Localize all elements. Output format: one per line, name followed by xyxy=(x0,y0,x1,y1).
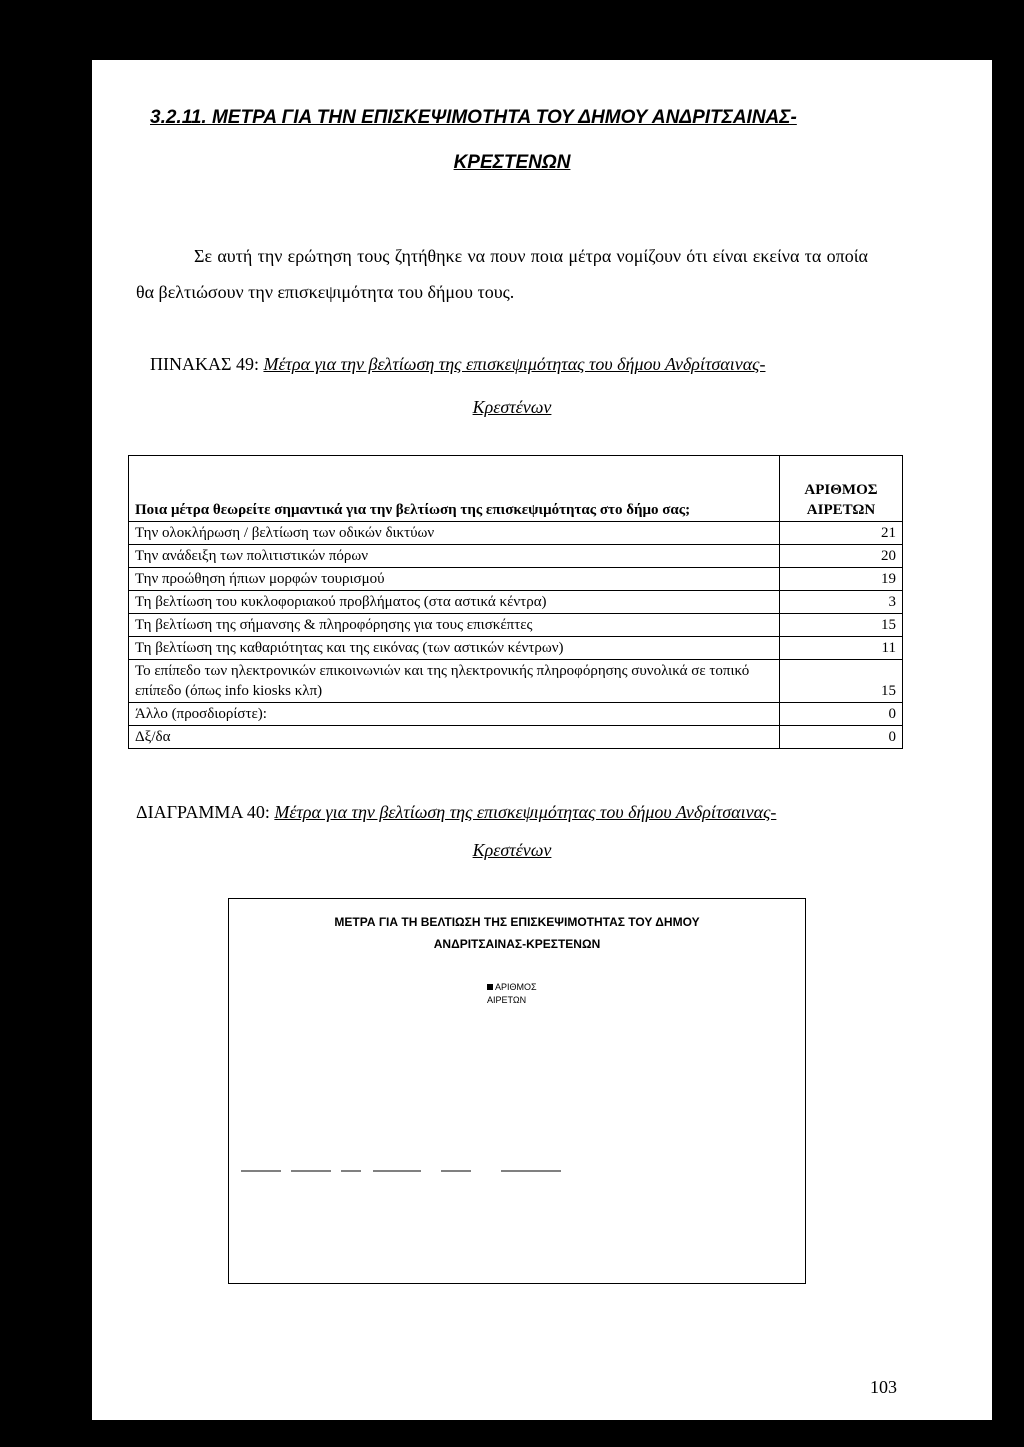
intro-paragraph: Σε αυτή την ερώτηση τους ζητήθηκε να πουν ποια μέτρα νομίζουν ότι είναι εκείνα τα οποία θα βελτιώσουν την επισκεψιμότητα του δήμου τους. xyxy=(136,246,868,302)
table-row xyxy=(129,703,903,726)
table-row xyxy=(129,660,903,703)
section-heading-continued: ΚΡΕΣΤΕΝΩΝ xyxy=(453,152,571,173)
row-value: 0 xyxy=(780,726,903,749)
table-caption-title-cont: Κρεστένων xyxy=(472,397,552,417)
row-value: 20 xyxy=(780,545,903,568)
table-row xyxy=(129,726,903,749)
table-caption-label: ΠΙΝΑΚΑΣ 49: xyxy=(150,354,264,374)
table-row xyxy=(129,522,903,545)
measures-table xyxy=(128,455,903,749)
table-header-row xyxy=(129,456,903,522)
page-number: 103 xyxy=(870,1377,897,1397)
diagram-caption-title-cont: Κρεστένων xyxy=(472,840,552,860)
section-heading: 3.2.11. ΜΕΤΡΑ ΓΙΑ ΤΗΝ ΕΠΙΣΚΕΨΙΜΟΤΗΤΑ ΤΟΥ ΔΗΜΟΥ ΑΝΔΡΙΤΣΑΙΝΑΣ- xyxy=(150,107,797,128)
table-row xyxy=(129,568,903,591)
row-label: Το επίπεδο των ηλεκτρονικών επικοινωνιών και της ηλεκτρονικής πληροφόρησης συνολικά σε τοπικό επίπεδο (όπως info kiosks κλπ) xyxy=(129,660,780,703)
table-caption xyxy=(150,354,765,375)
diagram-caption-label: ΔΙΑΓΡΑΜΜΑ 40: xyxy=(136,802,275,822)
chart-title-line2: ΑΝΔΡΙΤΣΑΙΝΑΣ-ΚΡΕΣΤΕΝΩΝ xyxy=(433,937,601,951)
row-label: Τη βελτίωση της σήμανσης & πληροφόρησης για τους επισκέπτες xyxy=(129,614,780,637)
legend-label-line2: ΑΙΡΕΤΩΝ xyxy=(487,995,527,1005)
table-header-count: ΑΡΙΘΜΟΣ ΑΙΡΕΤΩΝ xyxy=(780,456,903,522)
chart-frame xyxy=(228,898,806,1284)
row-label: Τη βελτίωση του κυκλοφοριακού προβλήματος (στα αστικά κέντρα) xyxy=(129,591,780,614)
row-value: 21 xyxy=(780,522,903,545)
table-header-question: Ποια μέτρα θεωρείτε σημαντικά για την βελτίωση της επισκεψιμότητας στο δήμο σας; xyxy=(129,456,780,522)
row-label: Την ολοκλήρωση / βελτίωση των οδικών δικτύων xyxy=(129,522,780,545)
chart-plot xyxy=(229,899,805,1283)
row-label: Την ανάδειξη των πολιτιστικών πόρων xyxy=(129,545,780,568)
row-value: 19 xyxy=(780,568,903,591)
diagram-caption-title: Μέτρα για την βελτίωση της επισκεψιμότητας του δήμου Ανδρίτσαινας- xyxy=(274,802,777,822)
row-value: 3 xyxy=(780,591,903,614)
row-value: 11 xyxy=(780,637,903,660)
row-label: Δξ/δα xyxy=(129,726,780,749)
table-body xyxy=(129,522,903,749)
row-label: Τη βελτίωση της καθαριότητας και της εικόνας (των αστικών κέντρων) xyxy=(129,637,780,660)
table-row xyxy=(129,637,903,660)
row-value: 15 xyxy=(780,660,903,703)
diagram-caption-continued xyxy=(0,840,1024,861)
table-row xyxy=(129,614,903,637)
row-value: 0 xyxy=(780,703,903,726)
diagram-caption xyxy=(136,802,776,823)
table-caption-title: Μέτρα για την βελτίωση της επισκεψιμότητας του δήμου Ανδρίτσαινας- xyxy=(263,354,766,374)
row-value: 15 xyxy=(780,614,903,637)
row-label: Άλλο (προσδιορίστε): xyxy=(129,703,780,726)
row-label: Την προώθηση ήπιων μορφών τουρισμού xyxy=(129,568,780,591)
legend-label-line1: ΑΡΙΘΜΟΣ xyxy=(495,982,537,992)
table-row xyxy=(129,545,903,568)
table-row xyxy=(129,591,903,614)
table-caption-continued xyxy=(0,397,1024,418)
chart-title-line1: ΜΕΤΡΑ ΓΙΑ ΤΗ ΒΕΛΤΙΩΣΗ ΤΗΣ ΕΠΙΣΚΕΨΙΜΟΤΗΤΑΣ ΤΟΥ ΔΗΜΟΥ xyxy=(334,915,700,929)
